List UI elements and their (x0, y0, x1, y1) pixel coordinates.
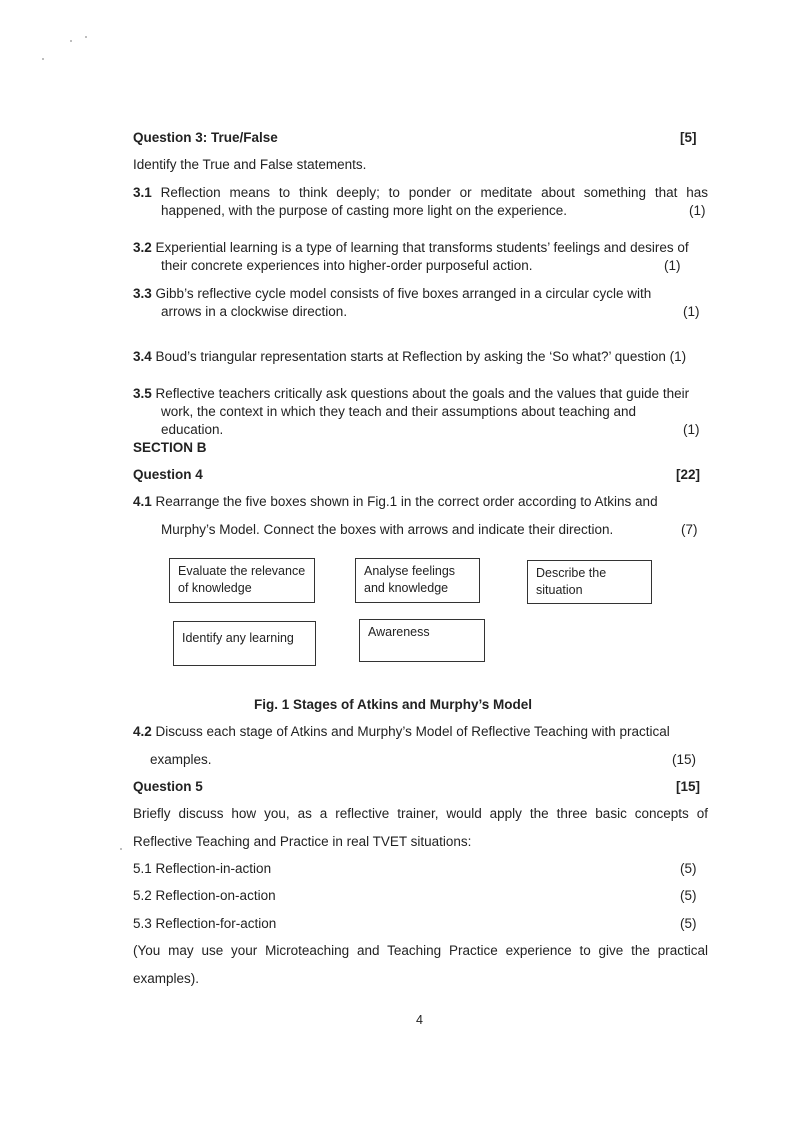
box-describe-line1: Describe the (536, 566, 607, 580)
q5-note-line1: (You may use your Microteaching and Teaching Practice experience to give the practical (133, 943, 708, 958)
box-awareness (359, 619, 485, 662)
q5-marks: [15] (676, 779, 701, 794)
box-evaluate-relevance (169, 558, 315, 603)
q5-1-label: 5.1 Reflection-in-action (133, 861, 272, 876)
q3-1-mark: (1) (689, 203, 706, 218)
q3-marks: [5] (680, 130, 697, 145)
q3-2-mark: (1) (664, 258, 681, 273)
q3-5-mark: (1) (683, 422, 700, 437)
q4-1-mark: (7) (681, 522, 698, 537)
scan-speck (85, 36, 87, 38)
scan-speck (120, 848, 122, 850)
q3-instruction: Identify the True and False statements. (133, 157, 367, 172)
section-b-heading: SECTION B (133, 440, 207, 455)
q3-1-line2: happened, with the purpose of casting more light on the experience. (161, 203, 568, 218)
q4-1-line2: Murphy’s Model. Connect the boxes with arrows and indicate their direction. (161, 522, 614, 537)
q5-note-line2: examples). (133, 971, 200, 986)
q5-3-mark: (5) (680, 916, 697, 931)
box-awareness-line1: Awareness (368, 625, 430, 639)
q3-5-line3: education. (161, 422, 224, 437)
q3-2-line2: their concrete experiences into higher-order purposeful action. (161, 258, 533, 273)
q3-4-line1: 3.4 Boud’s triangular representation starts at Reflection by asking the ‘So what?’ question (1) (133, 349, 687, 364)
box-analyse-line2: and knowledge (364, 581, 449, 595)
q4-1-line1: 4.1 Rearrange the five boxes shown in Fig.1 in the correct order according to Atkins and (133, 494, 658, 509)
q3-2-line1: 3.2 Experiential learning is a type of learning that transforms students’ feelings and desires of (133, 240, 689, 255)
q5-title: Question 5 (133, 779, 203, 794)
q5-3-label: 5.3 Reflection-for-action (133, 916, 277, 931)
q5-intro-line1: Briefly discuss how you, as a reflective trainer, would apply the three basic concepts of (133, 806, 708, 821)
q4-title: Question 4 (133, 467, 203, 482)
q3-1-line1: 3.1 Reflection means to think deeply; to ponder or meditate about something that has (133, 185, 708, 200)
q4-2-mark: (15) (672, 752, 697, 767)
box-evaluate-line2: of knowledge (178, 581, 252, 595)
figure-caption: Fig. 1 Stages of Atkins and Murphy’s Model (254, 697, 533, 712)
box-describe-line2: situation (536, 583, 583, 597)
q3-3-line2: arrows in a clockwise direction. (161, 304, 348, 319)
box-analyse-feelings (355, 558, 480, 603)
q4-2-line2: examples. (150, 752, 212, 767)
q4-2-line1: 4.2 Discuss each stage of Atkins and Murphy’s Model of Reflective Teaching with practical (133, 724, 670, 739)
q5-intro-line2: Reflective Teaching and Practice in real TVET situations: (133, 834, 472, 849)
q5-2-label: 5.2 Reflection-on-action (133, 888, 276, 903)
scan-speck (70, 40, 72, 42)
box-analyse-line1: Analyse feelings (364, 564, 456, 578)
scan-speck (42, 58, 44, 60)
q3-5-line2: work, the context in which they teach and their assumptions about teaching and (161, 404, 637, 419)
q3-3-mark: (1) (683, 304, 700, 319)
box-identify-learning (173, 621, 316, 666)
box-describe-situation (527, 560, 652, 604)
q4-marks: [22] (676, 467, 701, 482)
page-number: 4 (416, 1013, 423, 1027)
box-identify-line1: Identify any learning (182, 631, 294, 645)
q3-5-line1: 3.5 Reflective teachers critically ask questions about the goals and the values that guide their (133, 386, 690, 401)
q5-2-mark: (5) (680, 888, 697, 903)
box-evaluate-line1: Evaluate the relevance (178, 564, 306, 578)
q3-3-line1: 3.3 Gibb’s reflective cycle model consists of five boxes arranged in a circular cycle with (133, 286, 652, 301)
q3-title: Question 3: True/False (133, 130, 278, 145)
q5-1-mark: (5) (680, 861, 697, 876)
